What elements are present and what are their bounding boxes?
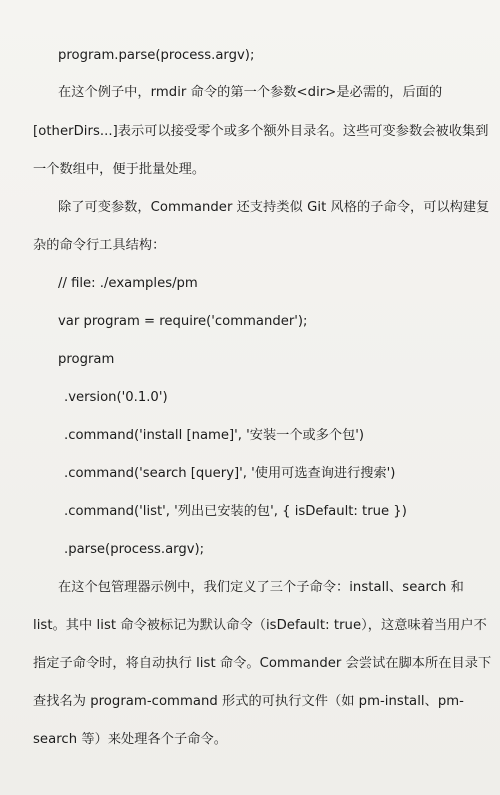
paragraph-line: [otherDirs...]表示可以接受零个或多个额外目录名。这些可变参数会被收集到	[33, 124, 489, 139]
paragraph-line: 在这个例子中，rmdir 命令的第一个参数<dir>是必需的，后面的	[58, 85, 443, 100]
code-line: .command('list', '列出已安装的包', { isDefault: true })	[64, 504, 407, 519]
code-line-parse: program.parse(process.argv);	[58, 48, 255, 63]
paragraph-line: 查找名为 program-command 形式的可执行文件（如 pm-install、pm-	[33, 694, 464, 709]
paragraph-line: search 等）来处理各个子命令。	[33, 732, 227, 747]
code-line: .parse(process.argv);	[64, 542, 205, 557]
code-line: program	[58, 352, 115, 367]
code-line: .command('search [query]', '使用可选查询进行搜索')	[64, 466, 396, 481]
paragraph-line: 杂的命令行工具结构：	[33, 238, 166, 253]
paragraph-line: 指定子命令时，将自动执行 list 命令。Commander 会尝试在脚本所在目录下	[33, 656, 492, 671]
paragraph-line: 一个数组中，便于批量处理。	[33, 162, 206, 177]
paragraph-line: list。其中 list 命令被标记为默认命令（isDefault: true），这意味着当用户不	[33, 618, 487, 633]
code-line: var program = require('commander');	[58, 314, 308, 329]
paragraph-line: 在这个包管理器示例中，我们定义了三个子命令：install、search 和	[58, 580, 464, 595]
code-line: .version('0.1.0')	[64, 390, 168, 405]
code-line: .command('install [name]', '安装一个或多个包')	[64, 428, 365, 443]
code-comment: // file: ./examples/pm	[58, 276, 198, 291]
paragraph-line: 除了可变参数，Commander 还支持类似 Git 风格的子命令，可以构建复	[58, 200, 490, 215]
